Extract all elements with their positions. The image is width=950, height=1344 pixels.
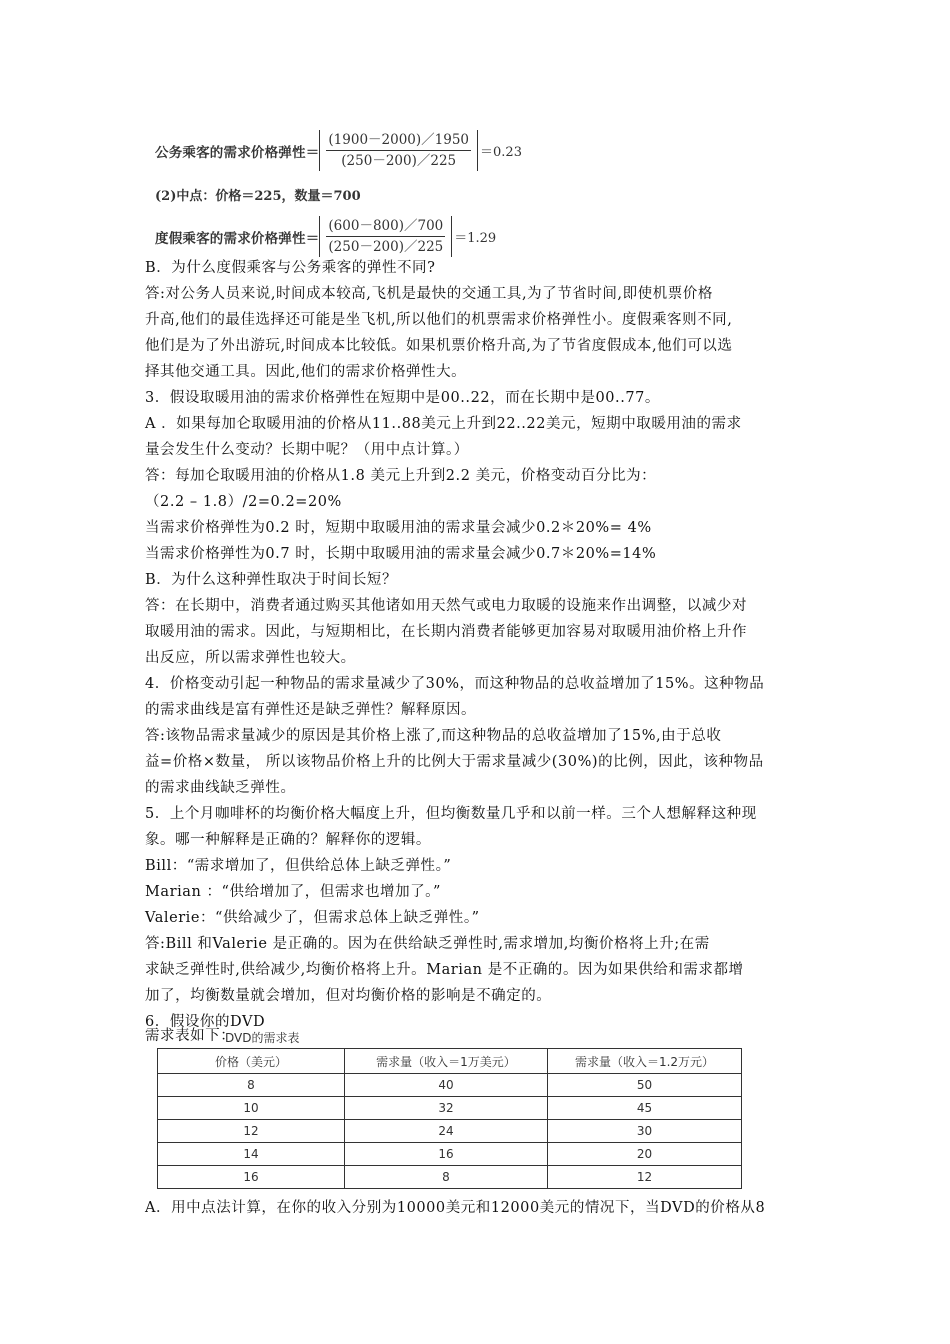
text-line: 加了，均衡数量就会增加，但对均衡价格的影响是不确定的。 xyxy=(145,988,552,1004)
text-line: 升高,他们的最佳选择还可能是坐飞机,所以他们的机票需求价格弹性小。度假乘客则不同, xyxy=(145,312,733,328)
text-line: Valerie：“供给减少了，但需求总体上缺乏弹性。” xyxy=(145,910,480,926)
text-line: 答：每加仑取暖用油的价格从1.8 美元上升到2.2 美元，价格变动百分比为： xyxy=(145,468,657,484)
table-row xyxy=(158,1074,742,1097)
text-line: 答:Bill 和Valerie 是正确的。因为在供给缺乏弹性时,需求增加,均衡价格将上升;在需 xyxy=(145,936,710,952)
question-heading: 4．价格变动引起一种物品的需求量减少了30%，而这种物品的总收益增加了15%。这种物品 xyxy=(145,676,765,692)
table-cell: 16 xyxy=(158,1166,345,1189)
table-cell: 14 xyxy=(158,1143,345,1166)
text-line: 需求表如下： xyxy=(145,1028,236,1044)
midpoint-text: (2)中点：价格＝225，数量＝700 xyxy=(155,189,361,204)
text-line: 量会发生什么变动？长期中呢？（用中点计算。） xyxy=(145,442,469,458)
table-cell: 20 xyxy=(548,1143,742,1166)
column-header-price: 价格（美元） xyxy=(158,1049,345,1074)
table-cell: 50 xyxy=(548,1074,742,1097)
table-cell: 24 xyxy=(345,1120,548,1143)
question-heading: 3．假设取暖用油的需求价格弹性在短期中是00..22，而在长期中是00..77。 xyxy=(145,390,660,406)
column-header-quantity-income-1: 需求量（收入＝1万美元） xyxy=(345,1049,548,1074)
text-line: 取暖用油的需求。因此，与短期相比，在长期内消费者能够更加容易对取暖用油价格上升作 xyxy=(145,624,747,640)
table-row xyxy=(158,1143,742,1166)
business-abs-fraction xyxy=(319,130,478,171)
text-line: Bill：“需求增加了，但供给总体上缺乏弹性。” xyxy=(145,858,452,874)
vacation-elasticity-formula xyxy=(155,216,496,257)
question-heading: 6．假设你的DVD xyxy=(145,1014,266,1030)
text-line: 择其他交通工具。因此,他们的需求价格弹性大。 xyxy=(145,364,467,380)
table-cell: 45 xyxy=(548,1097,742,1120)
table-cell: 16 xyxy=(345,1143,548,1166)
text-line: 当需求价格弹性为0.2 时，短期中取暖用油的需求量会减少0.2＊20%= 4% xyxy=(145,520,652,536)
table-cell: 12 xyxy=(548,1166,742,1189)
vacation-result: ＝1.29 xyxy=(454,231,497,246)
table-row xyxy=(158,1097,742,1120)
table-cell: 10 xyxy=(158,1097,345,1120)
business-numerator: (1900－2000)／1950 xyxy=(328,132,470,148)
text-line: 求缺乏弹性时,供给减少,均衡价格将上升。Marian 是不正确的。因为如果供给和需求都增 xyxy=(145,962,744,978)
text-line: 益=价格×数量， 所以该物品价格上升的比例大于需求量减少(30%)的比例，因此，该种物品 xyxy=(145,754,764,770)
vacation-abs-fraction xyxy=(319,216,452,257)
text-line: 他们是为了外出游玩,时间成本比较低。如果机票价格升高,为了节省度假成本,他们可以选 xyxy=(145,338,733,354)
text-line: 答:对公务人员来说,时间成本较高,飞机是最快的交通工具,为了节省时间,即使机票价格 xyxy=(145,286,713,302)
text-line: 的需求曲线缺乏弹性。 xyxy=(145,780,296,796)
midpoint-line xyxy=(155,185,361,204)
text-line: A ．如果每加仑取暖用油的价格从11..88美元上升到22..22美元，短期中取暖用油的需求 xyxy=(145,416,742,432)
business-formula-label: 公务乘客的需求价格弹性＝ xyxy=(155,144,320,161)
vacation-numerator: (600－800)／700 xyxy=(328,218,444,234)
text-line: 象。哪一种解释是正确的？解释你的逻辑。 xyxy=(145,832,431,848)
text-line: B．为什么这种弹性取决于时间长短？ xyxy=(145,572,398,588)
table-caption-clipped: DVD的需求表 xyxy=(225,1031,300,1045)
business-denominator: (250－200)／225 xyxy=(341,153,457,169)
vacation-formula-label: 度假乘客的需求价格弹性＝ xyxy=(155,230,320,247)
table-cell: 30 xyxy=(548,1120,742,1143)
business-elasticity-formula xyxy=(155,130,522,171)
text-line: Marian ：“供给增加了，但需求也增加了。” xyxy=(145,884,441,900)
text-line: 答：在长期中，消费者通过购买其他诸如用天然气或电力取暖的设施来作出调整，以减少对 xyxy=(145,598,747,614)
text-line: 答:该物品需求量减少的原因是其价格上涨了,而这种物品的总收益增加了15%,由于总收 xyxy=(145,728,722,744)
table-cell: 40 xyxy=(345,1074,548,1097)
table-row xyxy=(158,1166,742,1189)
table-row xyxy=(158,1120,742,1143)
table-header-row xyxy=(158,1049,742,1074)
table-cell: 8 xyxy=(345,1166,548,1189)
text-line: A．用中点法计算，在你的收入分别为10000美元和12000美元的情况下，当DVD的价格从8 xyxy=(145,1200,766,1216)
question-heading: 5．上个月咖啡杯的均衡价格大幅度上升，但均衡数量几乎和以前一样。三个人想解释这种现 xyxy=(145,806,757,822)
business-result: ＝0.23 xyxy=(480,145,522,160)
table-cell: 32 xyxy=(345,1097,548,1120)
table-cell: 8 xyxy=(158,1074,345,1097)
vacation-denominator: (250－200)／225 xyxy=(328,239,444,255)
text-line: 出反应，所以需求弹性也较大。 xyxy=(145,650,356,666)
text-line: 当需求价格弹性为0.7 时，长期中取暖用油的需求量会减少0.7＊20%=14% xyxy=(145,546,657,562)
text-line: （2.2 – 1.8）/2=0.2=20% xyxy=(145,494,342,510)
column-header-quantity-income-2: 需求量（收入＝1.2万元） xyxy=(548,1049,742,1074)
table-cell: 12 xyxy=(158,1120,345,1143)
text-line: 的需求曲线是富有弹性还是缺乏弹性？解释原因。 xyxy=(145,702,477,718)
demand-table xyxy=(157,1048,742,1189)
text-line: B．为什么度假乘客与公务乘客的弹性不同? xyxy=(145,260,436,276)
